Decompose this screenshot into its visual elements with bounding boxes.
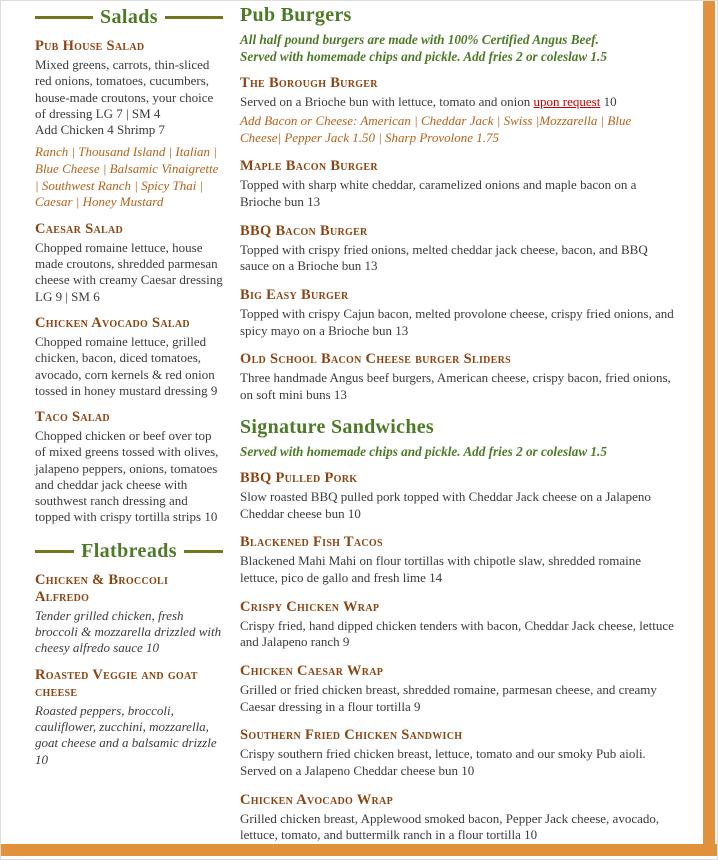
menu-item-desc: Crispy fried, hand dipped chicken tenders with bacon, Cheddar Jack cheese, lettuce and Jalapeno ranch 9 [240,617,674,650]
menu-item-name: Blackened Fish Tacos [240,534,383,551]
menu-item-name: The Borough Burger [240,75,378,92]
salads-section-header [35,6,223,29]
menu-item-desc: Roasted peppers, broccoli, cauliflower, zucchini, mozzarella, goat cheese and a balsamic drizzle 10 [35,702,217,767]
menu-item-chicken-avocado-wrap [240,792,674,844]
page-frame-right-bar [703,1,715,856]
menu-item-name: BBQ Pulled Pork [240,469,358,486]
note-line: Served with homemade chips and pickle. Add fries 2 or coleslaw 1.5 [240,49,607,65]
note-line: Served with homemade chips and pickle. Add fries 2 or coleslaw 1.5 [240,443,607,459]
menu-item-name: Big Easy Burger [240,287,349,304]
menu-item-name: Taco Salad [35,409,110,426]
pub-burgers-note [240,31,674,65]
menu-item-desc: Crispy southern fried chicken breast, lettuce, tomato and our smoky Pub aioli. Served on a Jalapeno Cheddar cheese bun 10 [240,746,646,779]
menu-item-bbq-bacon-burger [240,223,674,275]
desc-price: 10 [600,94,617,110]
upon-request-link[interactable]: upon request [533,94,601,110]
menu-item-chicken-caesar-wrap [240,663,674,715]
header-rule-left [35,16,93,19]
menu-item-desc: Chopped romaine lettuce, house made croutons, shredded parmesan cheese with creamy Caesar dressing LG 9 | SM 6 [35,239,223,304]
menu-columns [1,1,717,856]
menu-item-desc: Topped with crispy fried onions, melted cheddar jack cheese, bacon, and BBQ sauce on a Brioche bun 13 [240,241,648,274]
menu-item-addon: Add Chicken 4 Shrimp 7 [35,122,165,138]
note-line: All half pound burgers are made with 100% Certified Angus Beef. [240,32,599,47]
menu-item-desc: Tender grilled chicken, fresh broccoli & mozzarella drizzled with cheesy alfredo sauce 10 [35,607,222,656]
menu-item-name: Chicken Avocado Wrap [240,791,393,808]
menu-item-bbq-pulled-pork [240,470,674,522]
menu-item-name: Southern Fried Chicken Sandwich [240,727,463,744]
menu-item-desc: Grilled or fried chicken breast, shredded romaine, parmesan cheese, and creamy Caesar dressing in a flour tortilla 9 [240,682,657,714]
menu-item-taco-salad [35,409,223,526]
pub-burgers-section-title: Pub Burgers [240,4,352,26]
menu-item-name: Caesar Salad [35,220,123,237]
cheese-options: Add Bacon or Cheese: American | Cheddar Jack | Swiss |Mozzarella | Blue Cheese| Pepper Jack 1.50 | Sharp Provolone 1.75 [240,113,632,145]
menu-item-name: Old School Bacon Cheese burger Sliders [240,351,512,368]
header-rule-right [184,550,223,553]
menu-item-desc: Chopped romaine lettuce, grilled chicken, bacon, diced tomatoes, avocado, corn kernels & red onion tossed in honey mustard dressing 9 [35,334,218,398]
menu-item-name: Pub House Salad [35,38,145,54]
menu-item-name: BBQ Bacon Burger [240,222,368,239]
menu-item-desc [240,94,674,111]
dressing-options: Ranch | Thousand Island | Italian | Blue Cheese | Balsamic Vinaigrette | Southwest Ranch | Spicy Thai | Caesar | Honey Mustard [35,144,219,210]
menu-item-southern-fried-chicken-sandwich [240,727,674,779]
menu-item-name: Crispy Chicken Wrap [240,598,380,615]
page-frame-bottom-bar [1,844,717,856]
menu-item-desc: Topped with crispy Cajun bacon, melted provolone cheese, crispy fried onions, and spicy mayo on a Brioche bun 13 [240,306,674,338]
flatbreads-section-header [35,540,223,563]
menu-item-chicken-broccoli-alfredo [35,572,223,657]
right-column [240,4,674,856]
salads-section-title: Salads [100,6,158,28]
menu-item-desc: Blackened Mahi Mahi on flour tortillas with chipotle slaw, shredded romaine lettuce, pico de gallo and fresh lime 14 [240,553,641,585]
signature-sandwiches-note [240,443,674,460]
menu-item-chicken-avocado-salad [35,315,223,399]
flatbreads-section-title: Flatbreads [81,539,177,562]
signature-sandwiches-section-title: Signature Sandwiches [240,415,435,438]
menu-item-pub-house-salad [35,38,223,211]
menu-item-name: Chicken & Broccoli Alfredo [35,571,169,605]
header-rule-left [35,550,74,553]
menu-item-blackened-fish-tacos [240,534,674,586]
desc-text: Served on a Brioche bun with lettuce, tomato and onion [240,94,534,110]
menu-item-name: Maple Bacon Burger [240,158,378,175]
menu-item-desc: Chopped chicken or beef over top of mixed greens tossed with olives, jalapeno peppers, onions, tomatoes and cheddar jack cheese with southwest ranch dressing and topped with crispy tortilla strips 10 [35,428,219,525]
menu-item-maple-bacon-burger [240,158,674,210]
menu-item-desc: Three handmade Angus beef burgers, American cheese, crispy bacon, fried onions, on soft mini buns 13 [240,370,671,403]
menu-item-name: Chicken Caesar Wrap [240,662,384,679]
menu-item-big-easy-burger [240,287,674,339]
menu-item-desc: Topped with sharp white cheddar, caramelized onions and maple bacon on a Brioche bun 13 [240,177,637,210]
menu-item-desc: Slow roasted BBQ pulled pork topped with Cheddar Jack cheese on a Jalapeno Cheddar cheese bun 10 [240,489,651,521]
menu-item-old-school-sliders [240,351,674,403]
menu-item-borough-burger [240,75,674,146]
menu-item-crispy-chicken-wrap [240,599,674,651]
menu-item-name: Chicken Avocado Salad [35,314,190,331]
left-column [35,4,223,856]
header-rule-right [165,16,223,19]
menu-item-roasted-veggie-goat-cheese [35,667,223,768]
menu-item-name: Roasted Veggie and goat cheese [35,666,198,700]
menu-item-caesar-salad [35,221,223,305]
menu-item-desc: Mixed greens, carrots, thin-sliced red onions, tomatoes, cucumbers, house-made croutons, your choice of dressing LG 7 | SM 4 [35,57,214,121]
menu-item-desc: Grilled chicken breast, Applewood smoked bacon, Pepper Jack cheese, avocado, lettuce, tomato, and buttermilk ranch in a flour tortilla 10 [240,810,660,843]
